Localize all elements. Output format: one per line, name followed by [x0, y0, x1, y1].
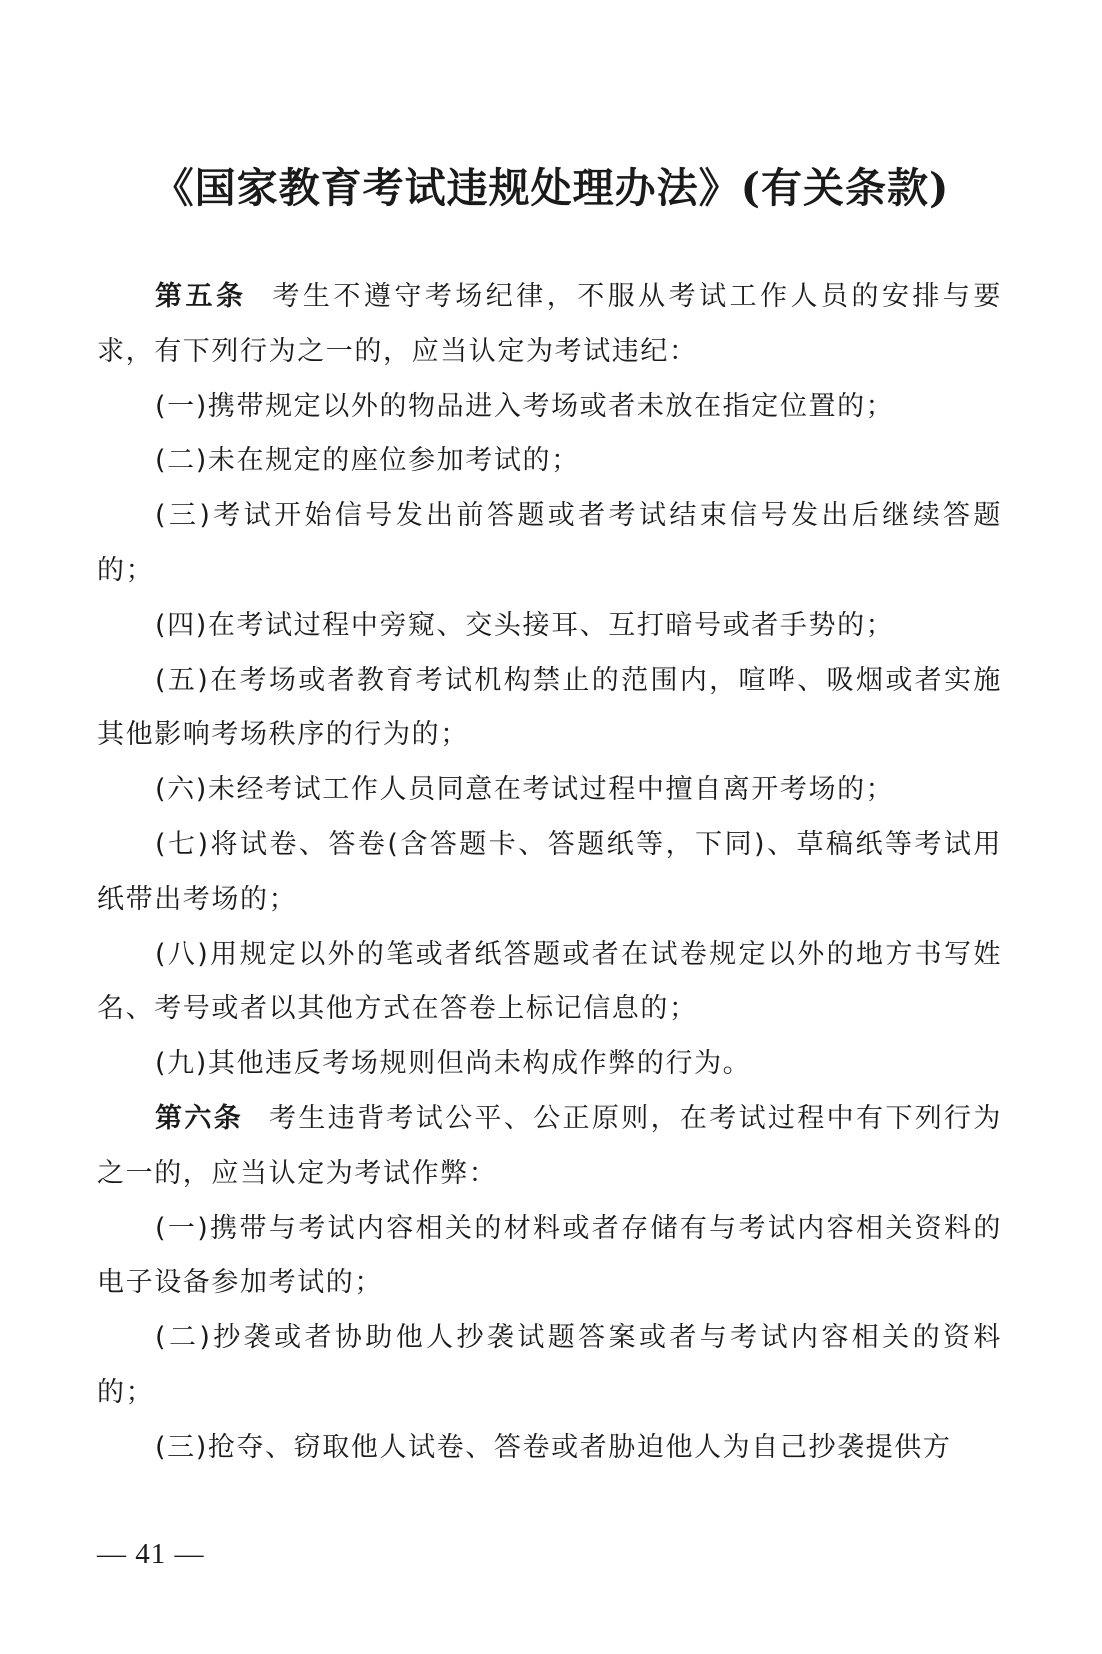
clause-paragraph — [97, 380, 1002, 435]
paragraph-text: (六)未经考试工作人员同意在考试过程中擅自离开考场的； — [155, 774, 895, 806]
paragraph-text: (九)其他违反考场规则但尚未构成作弊的行为。 — [155, 1048, 752, 1080]
article-label: 第六条 — [155, 1102, 244, 1134]
article-6-paragraph — [97, 1092, 1002, 1202]
clause-paragraph — [97, 1421, 1002, 1476]
paragraph-text: (七)将试卷、答卷(含答题卡、答题纸等，下同)、草稿纸等考试用纸带出考场的； — [97, 828, 1002, 915]
paragraph-text: (八)用规定以外的笔或者纸答题或者在试卷规定以外的地方书写姓名、考号或者以其他方式在答卷上标记信息的； — [97, 938, 1002, 1025]
document-title: 《国家教育考试违规处理办法》(有关条款) — [152, 164, 950, 212]
paragraph-text: (一)携带与考试内容相关的材料或者存储有与考试内容相关资料的电子设备参加考试的； — [97, 1212, 1002, 1299]
paragraph-text: (三)抢夺、窃取他人试卷、答卷或者胁迫他人为自己抄袭提供方 — [155, 1431, 952, 1463]
document-body — [97, 270, 1002, 1476]
clause-paragraph — [97, 489, 1002, 599]
article-5-paragraph — [97, 270, 1002, 380]
clause-paragraph — [97, 928, 1002, 1038]
clause-paragraph — [97, 1202, 1002, 1312]
paragraph-text: (三)考试开始信号发出前答题或者考试结束信号发出后继续答题的； — [97, 500, 1002, 586]
paragraph-text: (五)在考场或者教育考试机构禁止的范围内，喧哗、吸烟或者实施其他影响考场秩序的行为的； — [97, 664, 1002, 751]
clause-paragraph — [97, 599, 1002, 654]
clause-paragraph — [97, 763, 1002, 818]
clause-paragraph — [97, 1311, 1002, 1421]
clause-paragraph — [97, 818, 1002, 928]
paragraph-text: (四)在考试过程中旁窥、交头接耳、互打暗号或者手势的； — [155, 609, 895, 641]
article-label: 第五条 — [155, 281, 247, 312]
paragraph-text: (一)携带规定以外的物品进入考场或者未放在指定位置的； — [155, 390, 895, 422]
paragraph-text: 考生不遵守考场纪律，不服从考试工作人员的安排与要求，有下列行为之一的，应当认定为考试违纪： — [97, 281, 1002, 367]
paragraph-text: (二)未在规定的座位参加考试的； — [155, 445, 580, 477]
clause-paragraph — [97, 654, 1002, 764]
page-number: — 41 — — [97, 1538, 205, 1570]
paragraph-text: 考生违背考试公平、公正原则，在考试过程中有下列行为之一的，应当认定为考试作弊： — [97, 1102, 1002, 1189]
clause-paragraph — [97, 1037, 1002, 1092]
paragraph-text: (二)抄袭或者协助他人抄袭试题答案或者与考试内容相关的资料的； — [97, 1322, 1002, 1408]
clause-paragraph — [97, 434, 1002, 489]
